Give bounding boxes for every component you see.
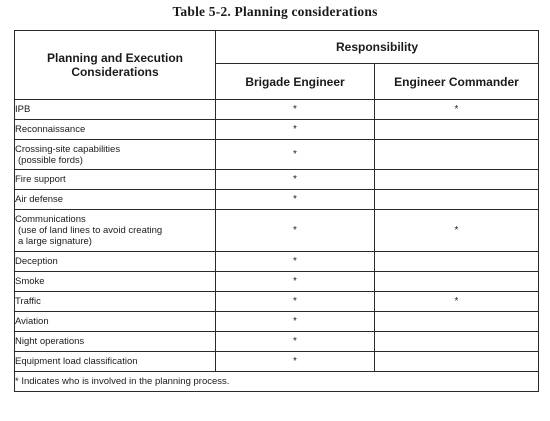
header-considerations-line2: Considerations (71, 65, 159, 79)
consideration-text: Crossing-site capabilities (15, 143, 121, 155)
table-row (15, 252, 539, 272)
table-row (15, 292, 539, 312)
table-body (15, 100, 539, 372)
consideration-cell (15, 352, 216, 372)
consideration-text: Equipment load classification (15, 356, 138, 367)
consideration-text: Night operations (15, 336, 85, 347)
brigade-engineer-mark: * (216, 120, 375, 140)
table-row (15, 272, 539, 292)
consideration-cell (15, 170, 216, 190)
engineer-commander-mark (375, 312, 539, 332)
engineer-commander-mark (375, 332, 539, 352)
engineer-commander-mark: * (375, 100, 539, 120)
consideration-cell (15, 312, 216, 332)
brigade-engineer-mark: * (216, 190, 375, 210)
consideration-cell (15, 210, 216, 252)
consideration-cell (15, 190, 216, 210)
consideration-text: a large signature) (18, 236, 92, 247)
header-brigade-engineer: Brigade Engineer (216, 64, 375, 100)
consideration-cell (15, 100, 216, 120)
consideration-text: Fire support (15, 174, 66, 185)
engineer-commander-mark (375, 140, 539, 170)
consideration-text: (possible fords) (18, 154, 83, 166)
consideration-cell (15, 292, 216, 312)
engineer-commander-mark (375, 352, 539, 372)
consideration-text: Traffic (15, 296, 41, 307)
table-row (15, 210, 539, 252)
table-row (15, 190, 539, 210)
table-row (15, 120, 539, 140)
consideration-text: Aviation (15, 316, 49, 327)
brigade-engineer-mark: * (216, 352, 375, 372)
header-responsibility: Responsibility (216, 31, 539, 64)
brigade-engineer-mark: * (216, 272, 375, 292)
engineer-commander-mark (375, 120, 539, 140)
consideration-text: IPB (15, 104, 31, 115)
planning-considerations-table (14, 30, 539, 392)
engineer-commander-mark (375, 272, 539, 292)
consideration-cell (15, 120, 216, 140)
consideration-cell (15, 272, 216, 292)
consideration-cell (15, 252, 216, 272)
consideration-text: Deception (15, 256, 58, 267)
brigade-engineer-mark: * (216, 100, 375, 120)
table-row (15, 140, 539, 170)
engineer-commander-mark (375, 170, 539, 190)
engineer-commander-mark (375, 252, 539, 272)
consideration-text: Smoke (15, 276, 45, 287)
brigade-engineer-mark: * (216, 332, 375, 352)
engineer-commander-mark (375, 190, 539, 210)
consideration-text: Air defense (15, 194, 64, 205)
brigade-engineer-mark: * (216, 292, 375, 312)
header-considerations-line1: Planning and Execution (46, 51, 183, 65)
table-row (15, 352, 539, 372)
table-row (15, 332, 539, 352)
footnote: * Indicates who is involved in the planning process. (15, 372, 539, 392)
header-considerations (15, 31, 216, 100)
brigade-engineer-mark: * (216, 252, 375, 272)
table-row (15, 312, 539, 332)
brigade-engineer-mark: * (216, 210, 375, 252)
engineer-commander-mark: * (375, 292, 539, 312)
brigade-engineer-mark: * (216, 170, 375, 190)
engineer-commander-mark: * (375, 210, 539, 252)
header-engineer-commander: Engineer Commander (375, 64, 539, 100)
consideration-text: (use of land lines to avoid creating (18, 225, 163, 236)
consideration-cell (15, 332, 216, 352)
consideration-cell (15, 140, 216, 170)
table-row (15, 100, 539, 120)
table-caption: Table 5-2. Planning considerations (172, 4, 378, 19)
table-row (15, 170, 539, 190)
brigade-engineer-mark: * (216, 140, 375, 170)
brigade-engineer-mark: * (216, 312, 375, 332)
consideration-text: Reconnaissance (15, 124, 86, 135)
consideration-text: Communications (15, 214, 86, 225)
